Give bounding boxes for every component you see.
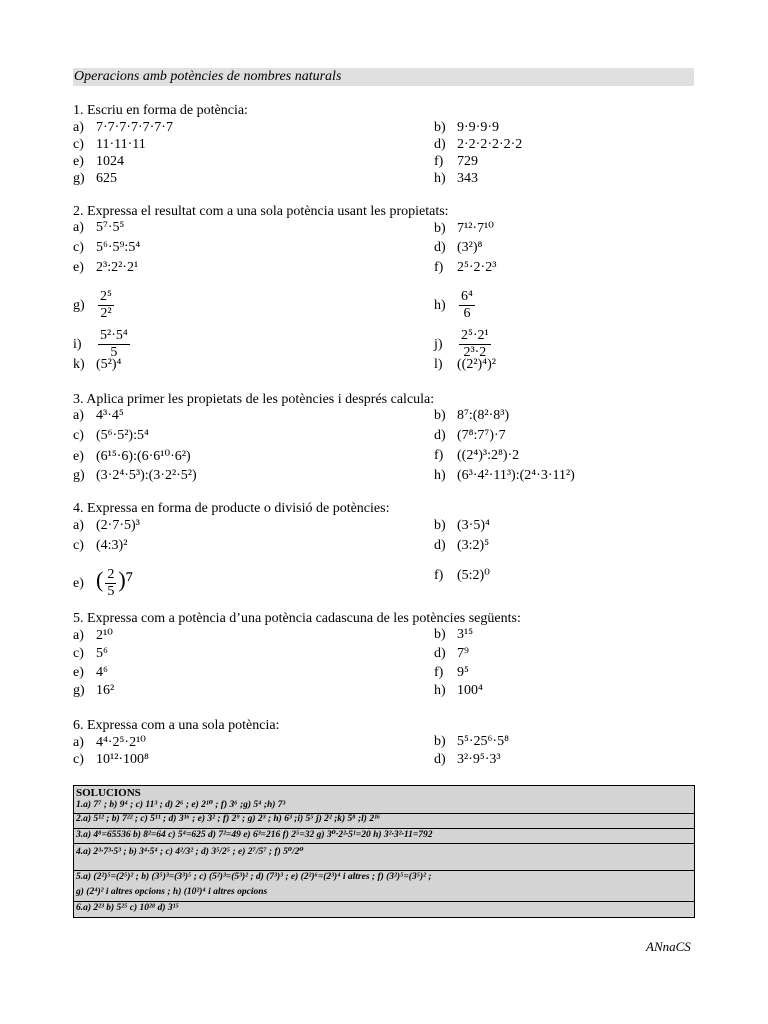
exercise-item [434,220,494,237]
section-title: 2. Expressa el resultat com a una sola potència usant les propietats: [73,204,449,219]
item-expression: 4⁶ [96,665,108,680]
item-label: b) [434,518,446,533]
exercise-item [73,567,133,600]
item-label: c) [73,646,84,661]
solution-divider [74,870,694,871]
exercise-item [73,240,140,256]
item-label: h) [434,468,446,483]
item-label: d) [434,752,446,767]
exercise-item [73,137,146,153]
exercise-item [434,154,478,170]
item-label: b) [434,120,446,135]
fraction-numerator: 6⁴ [461,289,473,304]
item-expression: ((2²)⁴)² [457,357,496,372]
fraction-expression [96,289,116,322]
item-label: a) [73,408,84,423]
item-expression: 16² [96,683,115,698]
exercise-item [434,357,496,373]
section-title: 4. Expressa en forma de producte o divisió de potències: [73,501,390,516]
item-expression: (5²)⁴ [96,357,122,372]
item-label: h) [434,171,446,186]
item-label: a) [73,120,84,135]
item-expression: 3²·9⁵·3³ [457,752,501,767]
exercise-item [434,260,496,276]
exercise-item [73,683,114,699]
item-expression: 1024 [96,154,124,169]
item-label: f) [434,665,444,680]
item-expression: 5⁶ [96,646,108,661]
solution-line: 5.a) (2²)⁵=(2⁵)² ; b) (3⁵)³=(3³)⁵ ; c) (5²)³=(5³)² ; d) (7³)³ ; e) (2²)⁶=(2³)⁴ i altres ; f) (3²)⁵=(3⁵)² ; [76,872,432,882]
solution-line: g) (2⁴)² i altres opcions ; h) (10²)⁴ i altres opcions [76,887,268,897]
solutions-title: SOLUCIONS [76,787,141,799]
item-expression: 2·2·2·2·2·2 [457,137,523,152]
item-expression: ((2⁴)³:2⁸)·2 [457,448,520,463]
item-label: b) [434,627,446,642]
exercise-item [73,357,121,373]
item-label: e) [73,154,84,169]
exercise-item [73,468,197,484]
item-label: l) [434,357,443,372]
item-expression: (6¹⁵·6):(6·6¹⁰·6²) [96,449,191,464]
item-expression: (4:3)² [96,538,128,553]
exercise-item [434,120,499,136]
item-expression: 9⁵ [457,665,469,680]
solution-line: 2.a) 5¹² ; b) 7²² ; c) 5¹¹ ; d) 3¹⁶ ; e) 3² ; f) 2⁹ ; g) 2³ ; h) 6³ ;i) 5⁵ j) 2² ;k) 5⁸ ;l) 2¹⁶ [76,814,381,824]
section-title: 5. Expressa com a potència d’una potència cadascuna de les potències següents: [73,611,521,626]
item-expression: 3¹⁵ [457,627,474,642]
solution-line: 6.a) 2²³ b) 5²⁵ c) 10²⁸ d) 3¹⁵ [76,903,179,913]
item-expression: 100⁴ [457,683,483,698]
exercise-item [434,468,575,484]
fraction-numerator: 2⁵ [100,289,112,304]
solution-line: 1.a) 7⁷ ; b) 9⁴ ; c) 11³ ; d) 2⁶ ; e) 2¹⁰ ; f) 3⁶ ;g) 5⁴ ;h) 7³ [76,800,286,810]
exercise-item [73,408,124,424]
item-label: a) [73,518,84,533]
item-label: e) [73,665,84,680]
fraction-denominator: 2² [100,306,112,321]
item-expression: (3:2)⁵ [457,538,490,553]
item-label: d) [434,428,446,443]
solution-line: 3.a) 4⁸=65536 b) 8²=64 c) 5⁴=625 d) 7²=49 e) 6³=216 f) 2⁵=32 g) 3⁰·2²·5¹=20 h) 3²·3²·11=792 [76,830,433,840]
item-expression: 625 [96,171,117,186]
item-label: e) [73,448,84,464]
item-label: c) [73,240,84,255]
exercise-item [434,518,490,534]
exercise-item [73,538,127,554]
item-expression: 7·7·7·7·7·7·7 [96,120,173,135]
exercise-item [434,646,469,662]
item-label: e) [73,260,84,275]
item-label: g) [73,683,85,698]
item-label: c) [73,538,84,553]
solutions-box [73,785,695,918]
item-label: a) [73,627,84,643]
fraction-expression: ( $\frac{2}{5}$ )⁷ [96,567,134,600]
exercise-item [434,752,501,768]
item-expression: (3·2⁴·5³):(3·2²·5²) [96,468,197,483]
exercise-item [73,518,140,534]
exercise-item [73,646,108,662]
exercise-item [73,154,124,170]
item-label: g) [73,297,85,313]
exercise-item [73,289,116,322]
item-expression: 729 [457,154,478,169]
item-expression: 7⁹ [457,646,469,661]
item-expression: 10¹²·100⁸ [96,752,149,767]
item-label: e) [73,575,84,591]
item-label: g) [73,171,85,186]
fraction-numerator: 2 [107,567,115,583]
item-label: b) [434,408,446,423]
exercise-item [73,428,149,444]
exercise-item [434,428,506,444]
exercise-item [434,567,490,584]
item-expression: (7⁸:7⁷)·7 [457,428,506,443]
fraction-numerator: 2⁵·2¹ [461,328,489,343]
fraction-denominator: 6 [463,306,471,321]
solution-line: 4.a) 2³·7³·5³ ; b) 3⁴·5⁴ ; c) 4²/3² ; d) 3⁵/2⁵ ; e) 2⁷/5⁷ ; f) 5⁰/2⁰ [76,847,304,857]
item-label: d) [434,240,446,255]
item-label: d) [434,137,446,152]
solution-divider [74,843,694,844]
item-expression: (3²)⁸ [457,240,483,255]
exercise-item [434,448,519,464]
solution-divider [74,828,694,829]
item-expression: 2³:2²·2¹ [96,260,139,275]
exercise-item [73,260,138,276]
item-label: i) [73,336,82,352]
fraction-denominator: 5 [107,584,115,600]
item-expression: (5⁶·5²):5⁴ [96,428,149,443]
item-label: a) [73,734,84,750]
item-expression: 4⁴·2⁵·2¹⁰ [96,735,146,750]
item-expression: 2⁵·2·2³ [457,260,497,275]
worksheet-title: Operacions amb potències de nombres naturals [73,68,694,86]
exercise-item [434,137,522,153]
item-label: j) [434,336,443,352]
item-expression: 11·11·11 [96,137,146,152]
exercise-item [434,171,478,187]
exercise-item [434,665,469,681]
item-expression: (6³·4²·11³):(2⁴·3·11²) [457,468,575,483]
section-title: 6. Expressa com a una sola potència: [73,718,280,733]
fraction-expression [457,289,477,322]
exercise-item [434,289,477,322]
item-label: d) [434,646,446,661]
item-expression: 5⁷·5⁵ [96,220,125,235]
author-signature: ANnaCS [646,939,691,954]
exercise-item [434,683,483,699]
item-expression: 4³·4⁵ [96,408,124,423]
exercise-item [434,240,482,256]
item-expression: (2·7·5)³ [96,518,140,533]
item-label: g) [73,468,85,483]
exercise-item [73,120,173,136]
item-label: c) [73,137,84,152]
fraction-numerator: 5²·5⁴ [100,328,128,343]
exercise-item [73,220,124,236]
section-title: 3. Aplica primer les propietats de les potències i després calcula: [73,392,435,407]
item-label: d) [434,538,446,553]
item-label: f) [434,260,444,275]
exercise-item [434,408,509,424]
item-expression: 343 [457,171,478,186]
item-label: c) [73,752,84,767]
item-label: k) [73,357,85,372]
exercise-item [434,538,489,554]
item-expression: 7¹²·7¹⁰ [457,221,494,236]
exercise-item [73,627,113,644]
item-label: c) [73,428,84,443]
fraction-denominator: 5 [110,345,118,360]
exercise-item [73,734,146,751]
exercise-item [434,734,509,750]
item-expression: 5⁵·25⁶·5⁸ [457,734,509,749]
item-expression: (3·5)⁴ [457,518,490,533]
section-title: 1. Escriu en forma de potència: [73,103,248,118]
fraction-denominator: 2³·2 [463,345,487,360]
item-expression: 9·9·9·9 [457,120,499,135]
exercise-item [73,171,117,187]
item-label: b) [434,220,446,236]
item-expression: 8⁷:(8²·8³) [457,408,510,423]
exercise-item [73,448,191,465]
item-label: f) [434,154,444,169]
item-label: f) [434,567,444,583]
item-label: f) [434,448,444,463]
exercise-item [73,665,108,681]
solution-divider [74,813,694,814]
item-label: h) [434,683,446,698]
exercise-item [434,627,473,643]
solution-divider [74,901,694,902]
item-expression: 2¹⁰ [96,628,113,643]
item-label: h) [434,297,446,313]
exercise-item [73,752,149,768]
item-expression: 5⁶·5⁹:5⁴ [96,240,141,255]
item-expression: (5:2)⁰ [457,568,490,583]
item-label: b) [434,734,446,749]
item-label: a) [73,220,84,235]
